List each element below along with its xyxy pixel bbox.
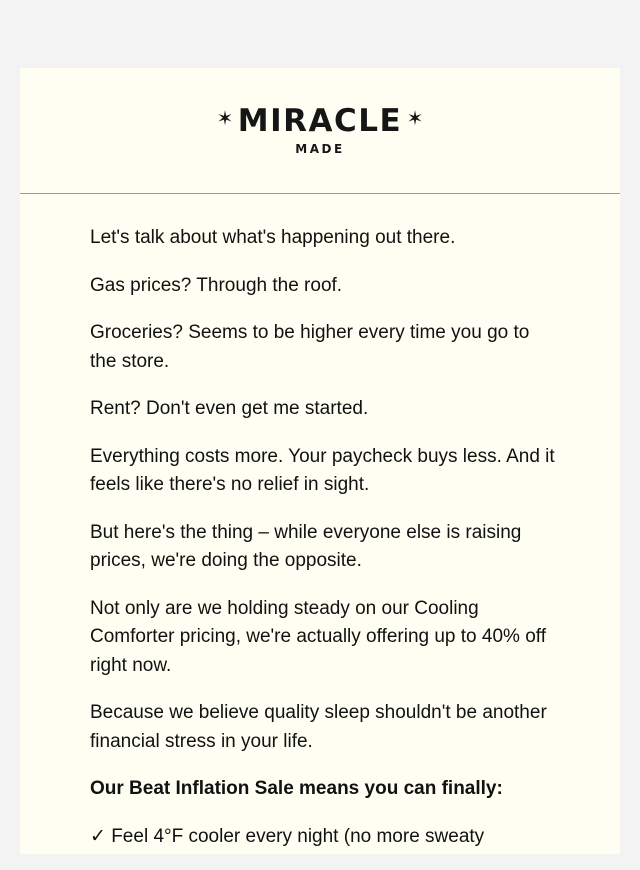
brand-name: MIRACLE (237, 103, 403, 139)
benefit-item: ✓ Feel 4°F cooler every night (no more sweaty (90, 825, 485, 847)
body-paragraph: Groceries? Seems to be higher every time you go to the store. (90, 322, 530, 372)
brand-subtitle: MADE (295, 142, 345, 156)
email-header (20, 68, 620, 194)
email-body (90, 224, 560, 870)
body-paragraph: Everything costs more. Your paycheck buys less. And it feels like there's no relief in sight. (90, 445, 555, 495)
sale-heading: Our Beat Inflation Sale means you can finally: (90, 778, 503, 799)
body-paragraph: But here's the thing – while everyone else is raising prices, we're doing the opposite. (90, 521, 522, 571)
body-paragraph: Not only are we holding steady on our Cooling Comforter pricing, we're actually offering up to 40% off right now. (90, 597, 546, 676)
star-icon: ✶ (216, 108, 234, 130)
body-paragraph: Gas prices? Through the roof. (90, 274, 343, 296)
body-paragraph: Because we believe quality sleep shouldn't be another financial stress in your life. (90, 702, 547, 752)
body-paragraph: Let's talk about what's happening out there. (90, 227, 456, 248)
email-card (20, 68, 620, 854)
body-paragraph: Rent? Don't even get me started. (90, 398, 369, 419)
brand-logo[interactable] (20, 104, 620, 156)
star-icon: ✶ (406, 108, 424, 130)
